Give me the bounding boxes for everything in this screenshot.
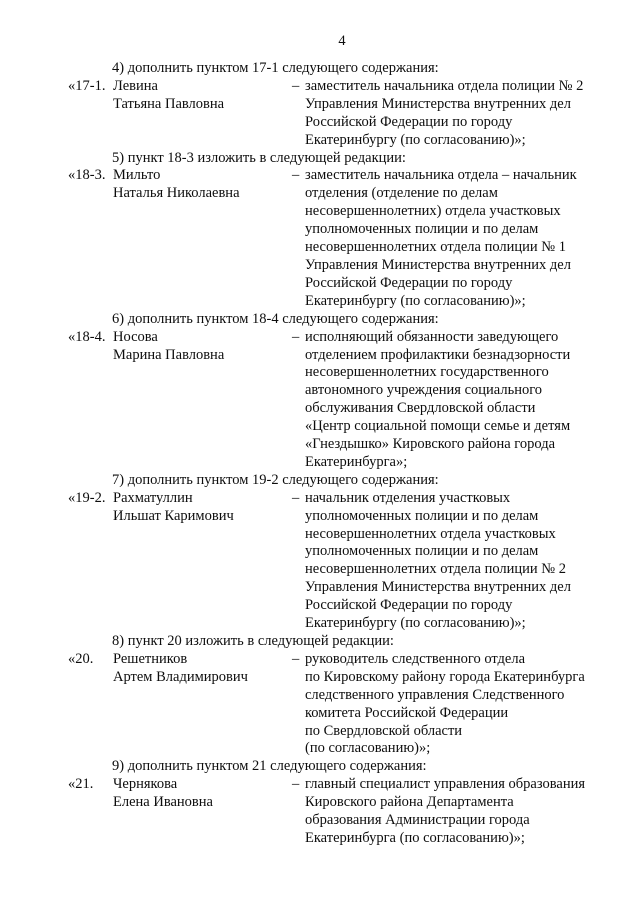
document-body [0,60,640,848]
entry-row [0,776,640,848]
position-line: Российской Федерации по городу [305,113,513,130]
position-line: несовершеннолетних отдела участковых [305,525,556,542]
position-line: обслуживания Свердловской области [305,400,536,417]
position-line: по Кировскому району города Екатеринбурга [305,668,585,685]
position-line: несовершеннолетних) отдела участковых [305,203,561,220]
position-text: заместитель начальника отдела – начальник [305,167,577,184]
entry-position [292,651,640,758]
name-line: Елена Ивановна [113,794,213,811]
position-line: отделения (отделение по делам [305,185,498,202]
position-line: образования Администрации города [305,812,530,829]
amendment-intro: 6) дополнить пунктом 18-4 следующего содержания: [112,310,439,327]
name-line: Решетников [113,650,188,667]
name-line: Левина [113,77,158,94]
amendment-intro: 4) дополнить пунктом 17-1 следующего содержания: [112,60,439,76]
position-line: Российской Федерации по городу [305,597,513,614]
position-line: уполномоченных полиции и по делам [305,543,539,560]
position-line: Управления Министерства внутренних дел [305,579,571,596]
amendment-intro: 7) дополнить пунктом 19-2 следующего содержания: [112,471,439,488]
entry-row [0,329,640,472]
name-line: Рахматуллин [113,489,193,506]
entry-number: «19-2. [68,489,106,506]
entry-name [113,776,292,812]
position-line: «Гнездышко» Кировского района города [305,436,556,453]
entry-position [292,776,640,848]
position-line: Российской Федерации по городу [305,274,513,291]
position-line [292,78,640,96]
position-text: исполняющий обязанности заведующего [305,328,559,345]
position-line: Кировского района Департамента [305,794,514,811]
position-line: уполномоченных полиции и по делам [305,221,539,238]
position-line [292,776,640,794]
name-line: Татьяна Павловна [113,95,225,112]
name-line: Марина Павловна [113,346,225,363]
position-text: главный специалист управления образования [305,776,586,793]
position-line: Екатеринбургу (по согласованию)»; [305,615,526,632]
position-text: руководитель следственного отдела [305,650,526,667]
dash-separator: – [292,650,300,667]
dash-separator: – [292,77,300,94]
position-line: Екатеринбургу (по согласованию)»; [305,131,526,148]
position-line: уполномоченных полиции и по делам [305,507,539,524]
position-line: Екатеринбурга»; [305,453,408,470]
position-line: Екатеринбургу (по согласованию)»; [305,292,526,309]
position-line: Управления Министерства внутренних дел [305,256,571,273]
entry-position [292,167,640,310]
position-line [292,651,640,669]
position-text: заместитель начальника отдела полиции № 2 [305,77,584,94]
position-line: комитета Российской Федерации [305,704,509,721]
entry-name [113,167,292,203]
position-line: (по согласованию)»; [305,740,431,757]
entry-row [0,651,640,758]
position-line: следственного управления Следственного [305,686,565,703]
position-line: Управления Министерства внутренних дел [305,95,571,112]
position-line: несовершеннолетних государственного [305,364,549,381]
entry-name [113,78,292,114]
name-line: Мильто [113,167,161,184]
position-line: автономного учреждения социального [305,382,543,399]
position-line [292,329,640,347]
name-line: Наталья Николаевна [113,185,240,202]
entry-position [292,490,640,633]
position-line [292,167,640,185]
name-line: Чернякова [113,776,178,793]
position-text: начальник отделения участковых [305,489,511,506]
dash-separator: – [292,489,300,506]
page-number: 4 [338,33,346,49]
position-line: несовершеннолетних отдела полиции № 1 [305,239,567,256]
amendment-intro: 5) пункт 18-3 изложить в следующей редакции: [112,149,406,166]
entry-name [113,329,292,365]
entry-name [113,651,292,687]
entry-number: «20. [68,650,94,667]
position-line: несовершеннолетних отдела полиции № 2 [305,561,567,578]
dash-separator: – [292,776,300,793]
entry-row [0,78,640,150]
entry-position [292,329,640,472]
entry-name [113,490,292,526]
name-line: Носова [113,328,158,345]
position-line [292,490,640,508]
entry-number: «17-1. [68,77,106,94]
amendment-intro: 8) пункт 20 изложить в следующей редакции: [112,633,394,649]
name-line: Артем Владимирович [113,668,248,685]
dash-separator: – [292,328,300,345]
position-line: отделением профилактики безнадзорности [305,346,571,363]
entry-row [0,167,640,310]
amendment-intro: 9) дополнить пунктом 21 следующего содержания: [112,758,427,775]
entry-number: «18-3. [68,167,106,184]
name-line: Ильшат Каримович [113,507,234,524]
position-line: «Центр социальной помощи семье и детям [305,418,571,435]
entry-position [292,78,640,150]
entry-number: «18-4. [68,328,106,345]
dash-separator: – [292,167,300,184]
position-line: по Свердловской области [305,722,463,739]
entry-row [0,490,640,633]
entry-number: «21. [68,776,94,793]
position-line: Екатеринбурга (по согласованию)»; [305,829,525,846]
